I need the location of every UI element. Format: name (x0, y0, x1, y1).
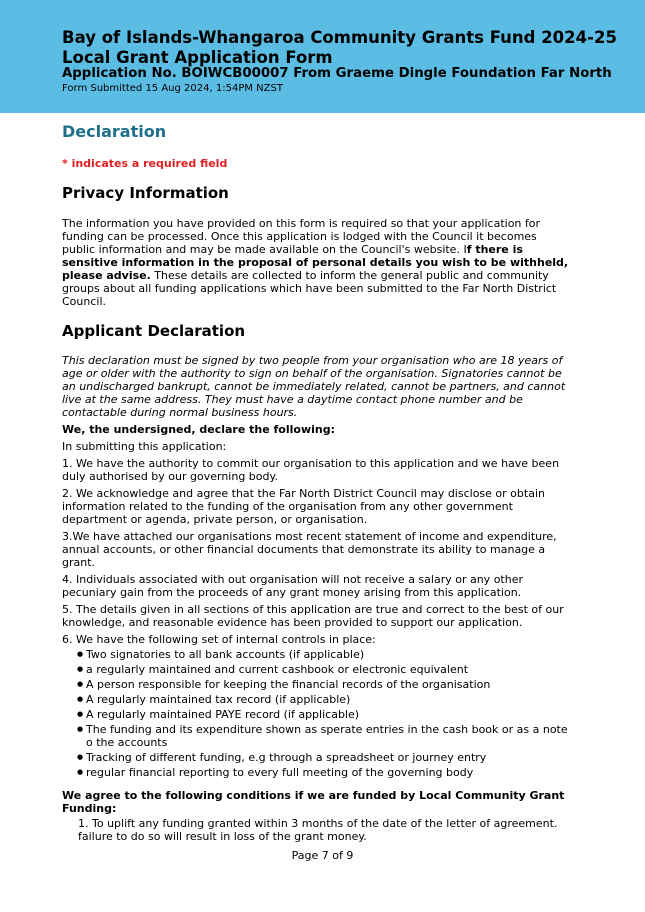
applicant-declaration-heading: Applicant Declaration (62, 322, 246, 340)
declaration-item-6: 6. We have the following set of internal controls in place: (62, 633, 376, 646)
page-content (62, 120, 572, 843)
declaration-item-2: 2. We acknowledge and agree that the Far North District Council may disclose or obtain information related to the funding of the organisation from any other government department or agenda, private person, or organisation. (62, 487, 545, 526)
list-item: ● regular financial reporting to every full meeting of the governing body (78, 766, 572, 779)
list-item: ● Tracking of different funding, e.g through a spreadsheet or journey entry (78, 751, 572, 764)
header-banner (0, 0, 645, 113)
in-submitting: In submitting this application: (62, 440, 227, 453)
declaration-intro: This declaration must be signed by two people from your organisation who are 18 years of age or older with the authority to sign on behalf of the organisation. Signatories cannot be an undischarged bankrupt, cannot be immediately related, cannot be partners, and cannot live at the same address. They must have a daytime contact phone number and be contactable during normal business hours. (62, 354, 566, 419)
application-number: Application No. BOIWCB00007 From Graeme Dingle Foundation Far North (62, 66, 612, 81)
form-title: Bay of Islands-Whangaroa Community Grants Fund 2024-25 Local Grant Application Form (62, 28, 617, 67)
privacy-text-part2: These details are collected to inform the general public and community groups about all funding applications which have been submitted to the Far North District Council. (62, 269, 557, 308)
declaration-item-4: 4. Individuals associated with out organisation will not receive a salary or any other pecuniary gain from the proceeds of any grant money arising from this application. (62, 573, 523, 599)
privacy-text-bold: f there is sensitive information in the proposal of personal details you wish to be withheld, please advise. (62, 243, 569, 282)
required-field-note: * indicates a required field (62, 157, 228, 170)
list-item: ● The funding and its expenditure shown as sperate entries in the cash book or as a note o the accounts (78, 723, 572, 749)
list-item: ● A regularly maintained PAYE record (if applicable) (78, 708, 572, 721)
conditions-list (62, 817, 572, 843)
conditions-heading: We agree to the following conditions if we are funded by Local Community Grant Funding: (62, 789, 565, 815)
list-item: ● Two signatories to all bank accounts (if applicable) (78, 648, 572, 661)
page-number: Page 7 of 9 (291, 849, 354, 862)
declaration-item-3: 3.We have attached our organisations most recent statement of income and expenditure, annual accounts, or other financial documents that demonstrate its ability to manage a grant. (62, 530, 557, 569)
privacy-heading: Privacy Information (62, 184, 229, 202)
list-item: ● A regularly maintained tax record (if applicable) (78, 693, 572, 706)
internal-controls-list (62, 648, 572, 779)
condition-item-1: 1. To uplift any funding granted within 3 months of the date of the letter of agreement. failure to do so will result in loss of the grant money. (78, 817, 558, 843)
list-item: ● A person responsible for keeping the financial records of the organisation (78, 678, 572, 691)
declaration-item-1: 1. We have the authority to commit our organisation to this application and we have been duly authorised by our governing body. (62, 457, 560, 483)
privacy-text-part1: The information you have provided on this form is required so that your application for funding can be processed. Once this application is lodged with the Council it becomes public information and may be made available on the Council's website. I (62, 217, 541, 256)
section-title: Declaration (62, 122, 167, 141)
submitted-timestamp: Form Submitted 15 Aug 2024, 1:54PM NZST (62, 83, 283, 94)
declare-statement: We, the undersigned, declare the following: (62, 423, 335, 436)
privacy-text (62, 217, 572, 308)
list-item: ● a regularly maintained and current cashbook or electronic equivalent (78, 663, 572, 676)
declaration-item-5: 5. The details given in all sections of this application are true and correct to the best of our knowledge, and reasonable evidence has been provided to support our application. (62, 603, 564, 629)
